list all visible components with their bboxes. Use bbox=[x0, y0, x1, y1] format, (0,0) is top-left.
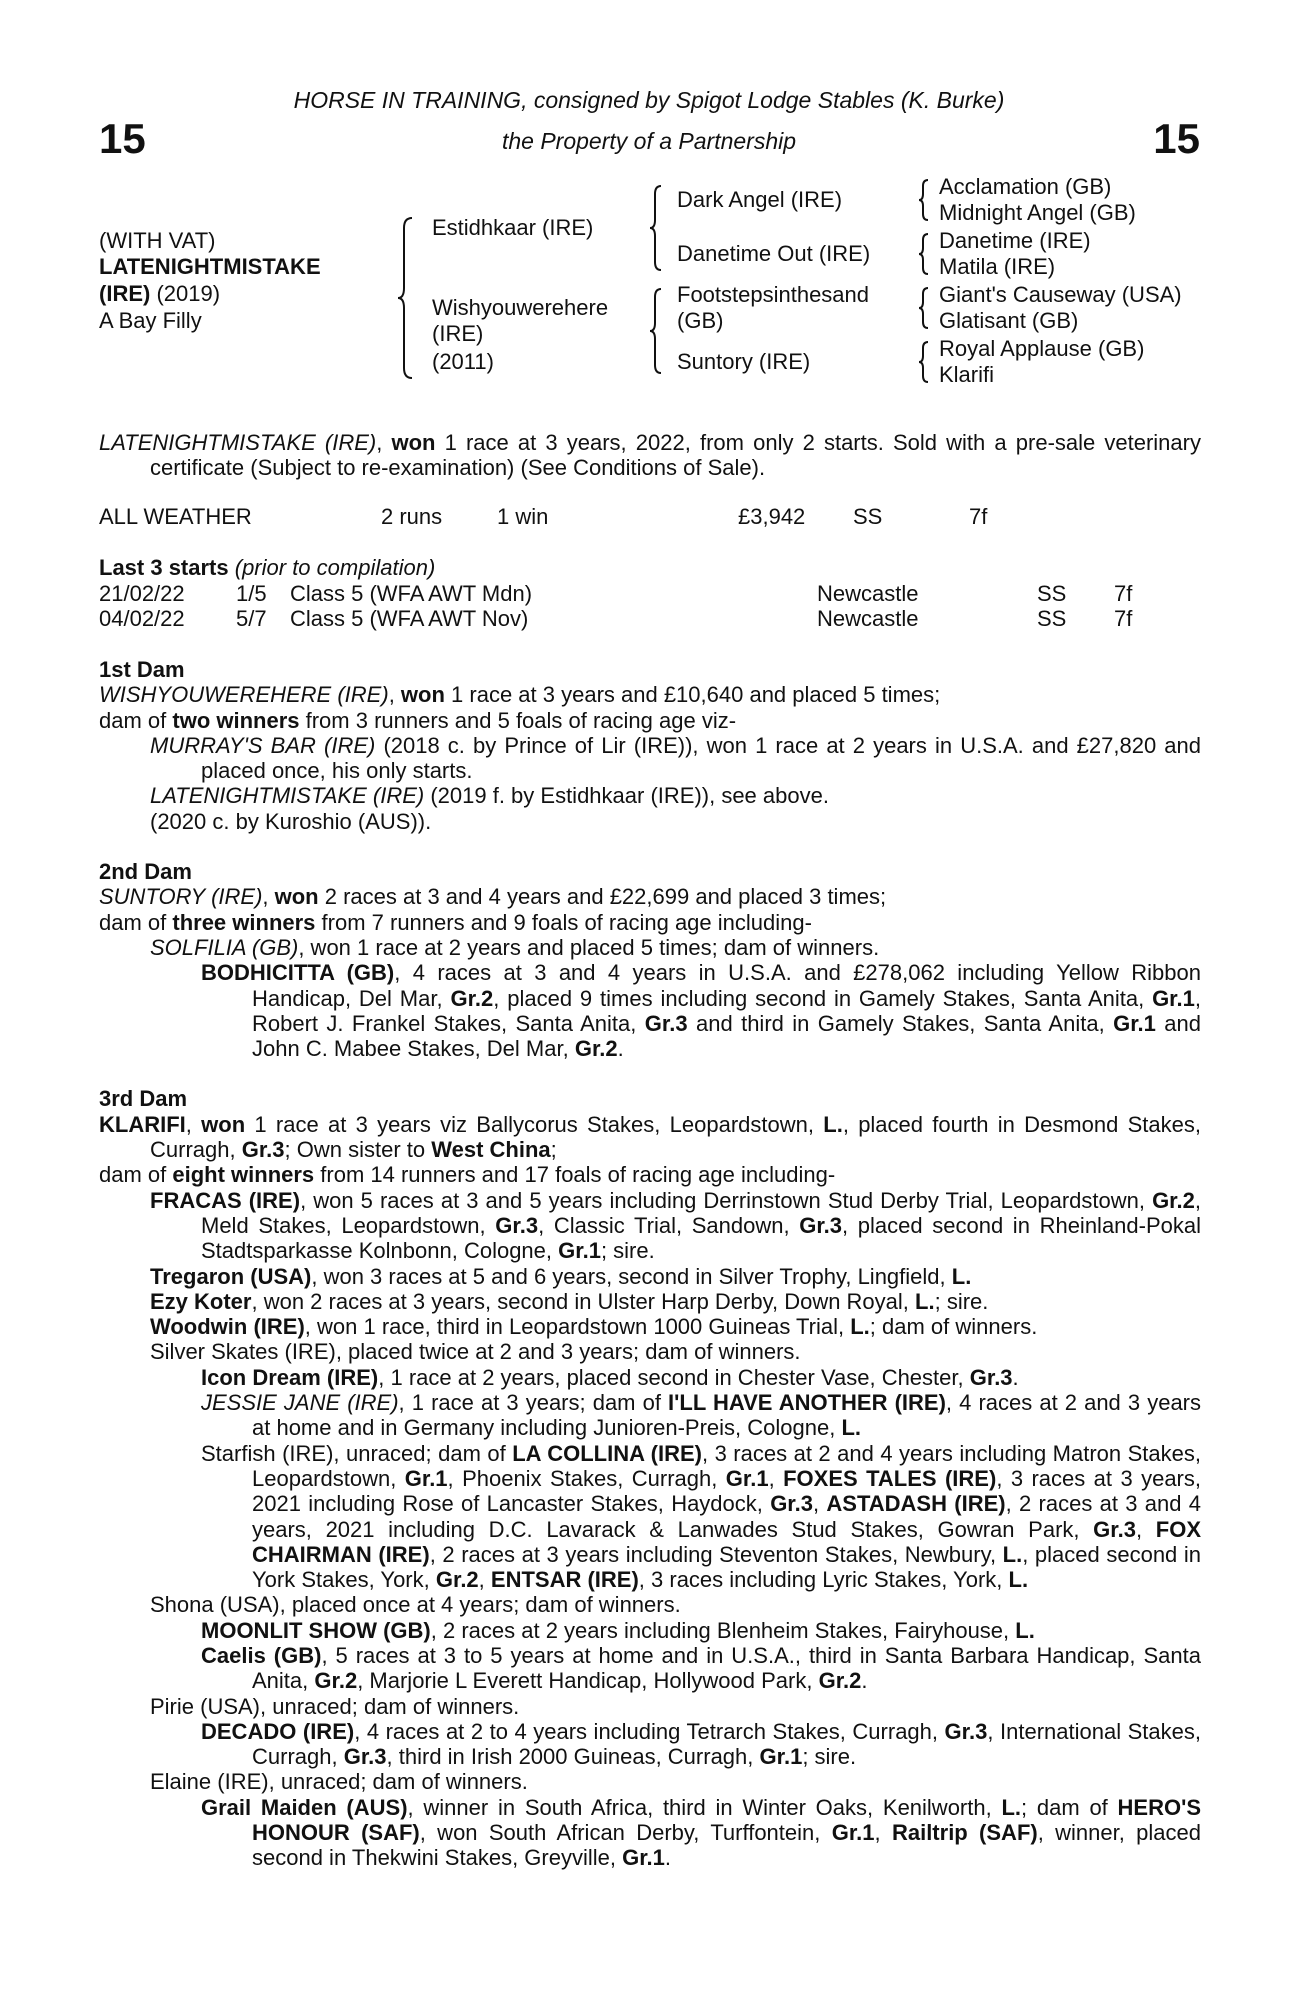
bold-text: Gr.3 bbox=[1093, 1516, 1136, 1542]
bold-text: eight winners bbox=[172, 1162, 315, 1188]
bold-text: DECADO (IRE) bbox=[201, 1718, 355, 1744]
text: , International Stakes, Curragh, bbox=[252, 1718, 1201, 1770]
text: Starfish (IRE), unraced; dam of bbox=[201, 1440, 513, 1466]
text: , placed fourth in Desmond Stakes, Curragh, bbox=[150, 1111, 1201, 1163]
italic-text: LATENIGHTMISTAKE (IRE) bbox=[150, 783, 425, 809]
list-item bbox=[99, 1643, 1201, 1694]
text: dam of bbox=[99, 1162, 173, 1188]
text: , third in Irish 2000 Guineas, Curragh, bbox=[386, 1744, 760, 1770]
bold-text: L. bbox=[823, 1111, 843, 1137]
bold-text: won bbox=[274, 884, 319, 910]
gen3-7: Royal Applause (GB) bbox=[939, 336, 1145, 361]
bold-text: Gr.2 bbox=[435, 1567, 479, 1593]
text: , won 3 races at 5 and 6 years, second in Silver Trophy, Lingfield, bbox=[311, 1263, 952, 1289]
last-starts-note: (prior to compilation) bbox=[234, 555, 436, 580]
gen3-2: Midnight Angel (GB) bbox=[939, 200, 1136, 225]
bold-text: Gr.1 bbox=[1113, 1010, 1156, 1036]
text: , 2 races at 3 and 4 years, 2021 including D.C. Lavarack & Lanwades Stud Stakes, Gowran Park, bbox=[252, 1491, 1202, 1542]
gen3-1: Acclamation (GB) bbox=[939, 174, 1112, 199]
sire: Estidhkaar (IRE) bbox=[432, 215, 594, 240]
list-item bbox=[99, 1592, 1201, 1617]
text: , bbox=[262, 884, 275, 910]
horse-suffix: (IRE) bbox=[99, 281, 151, 306]
bold-text: Ezy Koter bbox=[150, 1288, 252, 1314]
text: , won 2 races at 3 years, second in Ulster Harp Derby, Down Royal, bbox=[251, 1288, 916, 1314]
text: ; dam of bbox=[1021, 1794, 1118, 1820]
text: from 3 runners and 5 foals of racing age viz- bbox=[299, 707, 737, 733]
bold-text: FRACAS (IRE) bbox=[150, 1187, 301, 1213]
section-title: 1st Dam bbox=[99, 657, 185, 682]
list-item bbox=[99, 1769, 1201, 1794]
bold-text: Railtrip (SAF) bbox=[891, 1820, 1038, 1846]
dam-line-3: (2011) bbox=[432, 349, 494, 374]
start-course: Newcastle bbox=[817, 581, 919, 606]
text: Silver Skates (IRE), placed twice at 2 and 3 years; dam of winners. bbox=[150, 1339, 801, 1365]
property-line: the Property of a Partnership bbox=[501, 128, 797, 154]
bold-text: BODHICITTA (GB) bbox=[201, 960, 395, 986]
list-item bbox=[99, 1365, 1201, 1390]
text: , won 1 race, third in Leopardstown 1000 Guineas Trial, bbox=[304, 1314, 851, 1340]
bold-text: Gr.1 bbox=[831, 1820, 875, 1846]
list-item bbox=[99, 1112, 1201, 1163]
list-item bbox=[99, 1795, 1201, 1871]
bold-text: Gr.3 bbox=[770, 1491, 813, 1517]
text: , 2 races at 3 years including Steventon Stakes, Newbury, bbox=[429, 1541, 1003, 1567]
list-item bbox=[99, 733, 1201, 784]
list-item bbox=[99, 1339, 1201, 1364]
bold-text: Gr.2 bbox=[450, 985, 494, 1011]
bold-text: MOONLIT SHOW (GB) bbox=[201, 1617, 431, 1643]
text: , winner in South Africa, third in Winter Oaks, Kenilworth, bbox=[407, 1794, 1002, 1820]
dam-dam: Suntory (IRE) bbox=[677, 349, 811, 374]
start-going: SS bbox=[1037, 581, 1067, 606]
text: , bbox=[874, 1820, 892, 1846]
text: , bbox=[185, 1111, 202, 1137]
text: , placed second in York Stakes, York, bbox=[252, 1541, 1202, 1593]
list-item bbox=[99, 1719, 1201, 1770]
text: , won 5 races at 3 and 5 years including Derrinstown Stud Derby Trial, Leopardstown, bbox=[300, 1187, 1153, 1213]
bold-text: won bbox=[201, 1111, 246, 1137]
text: , bbox=[388, 682, 401, 708]
text: , 1 race at 3 years; dam of bbox=[398, 1390, 669, 1416]
list-item bbox=[99, 960, 1201, 1061]
text: (2018 c. by Prince of Lir (IRE)), won 1 race at 2 years in U.S.A. and £27,820 and placed once, his only starts. bbox=[201, 732, 1201, 784]
text: , 1 race at 2 years, placed second in Chester Vase, Chester, bbox=[378, 1364, 970, 1390]
text: and John C. Mabee Stakes, Del Mar, bbox=[252, 1010, 1201, 1062]
start-race: Class 5 (WFA AWT Nov) bbox=[290, 606, 529, 631]
dam-sections bbox=[99, 632, 1201, 1871]
text: , bbox=[478, 1567, 491, 1593]
italic-text: JESSIE JANE (IRE) bbox=[201, 1390, 399, 1416]
bold-text: KLARIFI bbox=[99, 1111, 186, 1137]
bold-text: FOXES TALES (IRE) bbox=[783, 1465, 997, 1491]
text: . bbox=[664, 1845, 672, 1871]
list-item bbox=[99, 1289, 1201, 1314]
text: , Meld Stakes, Leopardstown, bbox=[201, 1187, 1201, 1238]
text: 1 race at 3 years viz Ballycorus Stakes, Leopardstown, bbox=[245, 1111, 824, 1137]
gen3-4: Matila (IRE) bbox=[939, 254, 1056, 279]
brace-g3-1 bbox=[919, 180, 928, 220]
bold-text: L. bbox=[1015, 1617, 1035, 1643]
start-position: 5/7 bbox=[236, 606, 267, 631]
text: , Phoenix Stakes, Curragh, bbox=[447, 1465, 726, 1491]
start-date: 21/02/22 bbox=[99, 581, 185, 606]
bold-text: Gr.3 bbox=[495, 1212, 539, 1238]
text: , 3 races at 2 and 4 years including Matron Stakes, Leopardstown, bbox=[252, 1440, 1201, 1491]
list-item bbox=[99, 1441, 1201, 1593]
text: ; bbox=[550, 1137, 557, 1163]
text: , Classic Trial, Sandown, bbox=[538, 1212, 800, 1238]
bold-text: won bbox=[391, 430, 436, 455]
italic-text: SOLFILIA (GB) bbox=[150, 934, 299, 960]
bold-text: Gr.1 bbox=[404, 1465, 448, 1491]
last-starts-title: Last 3 starts bbox=[99, 555, 229, 580]
list-item bbox=[99, 1188, 1201, 1264]
bold-text: LA COLLINA (IRE) bbox=[512, 1440, 702, 1466]
text: , bbox=[768, 1465, 784, 1491]
text: dam of bbox=[99, 707, 173, 733]
bold-text: Gr.3 bbox=[644, 1010, 688, 1036]
vat-note: (WITH VAT) bbox=[99, 228, 216, 253]
horse-name: LATENIGHTMISTAKE bbox=[99, 254, 321, 279]
text: (2020 c. by Kuroshio (AUS)). bbox=[150, 808, 432, 834]
brace-g3-3 bbox=[919, 288, 928, 328]
gen3-3: Danetime (IRE) bbox=[939, 228, 1091, 253]
dam-sire-line-1: Footstepsinthesand bbox=[677, 282, 870, 307]
gen3-6: Glatisant (GB) bbox=[939, 308, 1079, 333]
bold-text: Gr.1 bbox=[725, 1465, 769, 1491]
record-runs: 2 runs bbox=[381, 504, 443, 529]
text: , 3 races at 3 years, 2021 including Rose of Lancaster Stakes, Haydock, bbox=[252, 1465, 1201, 1517]
text: Shona (USA), placed once at 4 years; dam of winners. bbox=[150, 1592, 681, 1618]
bold-text: Gr.2 bbox=[1152, 1187, 1195, 1213]
bold-text: I'LL HAVE ANOTHER (IRE) bbox=[668, 1390, 946, 1416]
start-position: 1/5 bbox=[236, 581, 267, 606]
horse-description: A Bay Filly bbox=[99, 308, 202, 333]
text: ; sire. bbox=[934, 1288, 989, 1314]
record-earnings: £3,942 bbox=[738, 504, 806, 529]
bold-text: HERO'S HONOUR (SAF) bbox=[252, 1794, 1202, 1846]
bold-text: Gr.2 bbox=[818, 1668, 862, 1694]
text: from 14 runners and 17 foals of racing age including- bbox=[314, 1162, 836, 1188]
list-item bbox=[99, 809, 1201, 834]
dam-line-2: (IRE) bbox=[432, 321, 484, 346]
bold-text: Tregaron (USA) bbox=[150, 1263, 312, 1289]
bold-text: Gr.1 bbox=[759, 1744, 803, 1770]
text: , bbox=[1135, 1516, 1156, 1542]
bold-text: Gr.3 bbox=[343, 1744, 387, 1770]
text: . bbox=[861, 1668, 868, 1694]
text: and third in Gamely Stakes, Santa Anita, bbox=[687, 1010, 1114, 1036]
list-item bbox=[99, 1694, 1201, 1719]
text: , Marjorie L Everett Handicap, Hollywood Park, bbox=[357, 1668, 819, 1694]
sire-dam: Danetime Out (IRE) bbox=[677, 241, 871, 266]
text: (2019 f. by Estidhkaar (IRE)), see above. bbox=[424, 783, 829, 809]
bold-text: Gr.2 bbox=[314, 1668, 358, 1694]
text: , 4 races at 2 and 3 years at home and in Germany including Junioren-Preis, Cologne, bbox=[252, 1390, 1202, 1441]
bold-text: Gr.3 bbox=[241, 1137, 285, 1163]
bold-text: ASTADASH (IRE) bbox=[826, 1491, 1006, 1517]
text: , 4 races at 3 and 4 years in U.S.A. and £278,062 including Yellow Ribbon Handicap, Del Mar, bbox=[252, 960, 1201, 1011]
text: , won 1 race at 2 years and placed 5 times; dam of winners. bbox=[298, 934, 880, 960]
list-item bbox=[99, 1264, 1201, 1289]
bold-text: L. bbox=[951, 1263, 972, 1289]
brace-g3-2 bbox=[919, 234, 928, 274]
list-item bbox=[99, 1618, 1201, 1643]
list-item bbox=[99, 682, 1201, 707]
dam-section bbox=[99, 657, 1201, 834]
record-surface: ALL WEATHER bbox=[99, 504, 252, 529]
gen3-5: Giant's Causeway (USA) bbox=[939, 282, 1182, 307]
text: , Robert J. Frankel Stakes, Santa Anita, bbox=[252, 985, 1201, 1036]
bold-text: L. bbox=[1002, 1541, 1023, 1567]
start-distance: 7f bbox=[1114, 581, 1133, 606]
list-item bbox=[99, 1390, 1201, 1441]
bold-text: L. bbox=[915, 1288, 935, 1314]
brace-gen1 bbox=[398, 218, 412, 378]
text: ; dam of winners. bbox=[869, 1314, 1038, 1340]
record-distance: 7f bbox=[969, 504, 988, 529]
text: ; Own sister to bbox=[284, 1137, 432, 1163]
text: ; sire. bbox=[600, 1238, 655, 1264]
text: from 7 runners and 9 foals of racing age including- bbox=[315, 909, 812, 935]
italic-text: MURRAY'S BAR (IRE) bbox=[150, 732, 376, 758]
start-date: 04/02/22 bbox=[99, 606, 185, 631]
start-race: Class 5 (WFA AWT Mdn) bbox=[290, 581, 533, 606]
dam-section bbox=[99, 859, 1201, 1061]
section-title: 2nd Dam bbox=[99, 859, 192, 885]
start-distance: 7f bbox=[1114, 606, 1133, 631]
text: , bbox=[813, 1491, 827, 1517]
bold-text: West China bbox=[431, 1137, 551, 1163]
bold-text: three winners bbox=[172, 909, 316, 935]
bold-text: Gr.3 bbox=[799, 1212, 843, 1238]
gen3-8: Klarifi bbox=[939, 362, 995, 387]
bold-text: Gr.2 bbox=[574, 1036, 618, 1062]
list-item bbox=[99, 884, 1201, 909]
text: , placed second in Rheinland-Pokal Stadtsparkasse Kolnbonn, Cologne, bbox=[201, 1212, 1202, 1264]
list-item bbox=[99, 935, 1201, 960]
list-item bbox=[99, 1162, 1201, 1187]
italic-text: SUNTORY (IRE) bbox=[99, 884, 263, 910]
brace-sire bbox=[650, 186, 661, 270]
bold-text: Woodwin (IRE) bbox=[150, 1314, 305, 1340]
bold-text: Gr.3 bbox=[969, 1364, 1013, 1390]
bold-text: FOX CHAIRMAN (IRE) bbox=[252, 1516, 1201, 1567]
text: 1 race at 3 years, 2022, from only 2 starts. Sold with a pre-sale veterinary certificate (Subject to re-examination) (See Conditions of Sale). bbox=[150, 430, 1201, 481]
bold-text: L. bbox=[1008, 1567, 1029, 1593]
text: Elaine (IRE), unraced; dam of winners. bbox=[150, 1769, 528, 1795]
italic-text: LATENIGHTMISTAKE (IRE) bbox=[99, 430, 377, 455]
lot-number-left: 15 bbox=[99, 115, 146, 162]
list-item bbox=[99, 1314, 1201, 1339]
text: dam of bbox=[99, 909, 173, 935]
bold-text: ENTSAR (IRE) bbox=[490, 1567, 639, 1593]
dam-sire-line-2: (GB) bbox=[677, 308, 724, 333]
bold-text: two winners bbox=[172, 707, 300, 733]
section-title: 3rd Dam bbox=[99, 1086, 188, 1112]
bold-text: won bbox=[400, 682, 445, 708]
text: , placed 9 times including second in Gamely Stakes, Santa Anita, bbox=[493, 985, 1153, 1011]
brace-dam bbox=[650, 289, 661, 373]
race-summary bbox=[99, 430, 1201, 481]
bold-text: Icon Dream (IRE) bbox=[201, 1364, 379, 1390]
bold-text: Gr.1 bbox=[1152, 985, 1195, 1011]
text: , 2 races at 2 years including Blenheim Stakes, Fairyhouse, bbox=[430, 1617, 1016, 1643]
text: Pirie (USA), unraced; dam of winners. bbox=[150, 1693, 520, 1719]
text: , won South African Derby, Turffontein, bbox=[419, 1820, 832, 1846]
text: . bbox=[617, 1036, 624, 1062]
brace-g3-4 bbox=[919, 342, 928, 382]
start-going: SS bbox=[1037, 606, 1067, 631]
text: 1 race at 3 years and £10,640 and placed 5 times; bbox=[444, 682, 941, 708]
bold-text: Gr.1 bbox=[558, 1238, 601, 1264]
dam-line-1: Wishyouwerehere bbox=[432, 295, 609, 320]
text: . bbox=[1012, 1364, 1019, 1390]
dam-section bbox=[99, 1086, 1201, 1870]
text: , 5 races at 3 to 5 years at home and in U.S.A., third in Santa Barbara Handicap, Santa Anita, bbox=[252, 1642, 1201, 1694]
italic-text: WISHYOUWEREHERE (IRE) bbox=[99, 682, 389, 708]
record-going: SS bbox=[853, 504, 883, 529]
text: 2 races at 3 and 4 years and £22,699 and placed 3 times; bbox=[318, 884, 887, 910]
bold-text: L. bbox=[1001, 1794, 1022, 1820]
bold-text: Gr.3 bbox=[944, 1718, 988, 1744]
list-item bbox=[99, 708, 1201, 733]
text: ; sire. bbox=[802, 1744, 857, 1770]
text: , 3 races including Lyric Stakes, York, bbox=[638, 1567, 1009, 1593]
lot-number-right: 15 bbox=[1153, 115, 1200, 162]
horse-year: (2019) bbox=[156, 281, 221, 306]
list-item bbox=[99, 783, 1201, 808]
bold-text: Grail Maiden (AUS) bbox=[201, 1794, 408, 1820]
bold-text: L. bbox=[841, 1415, 861, 1441]
list-item bbox=[99, 910, 1201, 935]
consignment-line: HORSE IN TRAINING, consigned by Spigot Lodge Stables (K. Burke) bbox=[293, 87, 1005, 113]
text: , 4 races at 2 to 4 years including Tetrarch Stakes, Curragh, bbox=[354, 1718, 945, 1744]
record-wins: 1 win bbox=[497, 504, 549, 529]
text: , winner, placed second in Thekwini Stakes, Greyville, bbox=[252, 1820, 1201, 1871]
sire-sire: Dark Angel (IRE) bbox=[677, 187, 843, 212]
bold-text: Caelis (GB) bbox=[201, 1642, 322, 1668]
start-course: Newcastle bbox=[817, 606, 919, 631]
text: , bbox=[376, 430, 392, 455]
bold-text: L. bbox=[850, 1314, 870, 1340]
bold-text: Gr.1 bbox=[622, 1845, 665, 1871]
